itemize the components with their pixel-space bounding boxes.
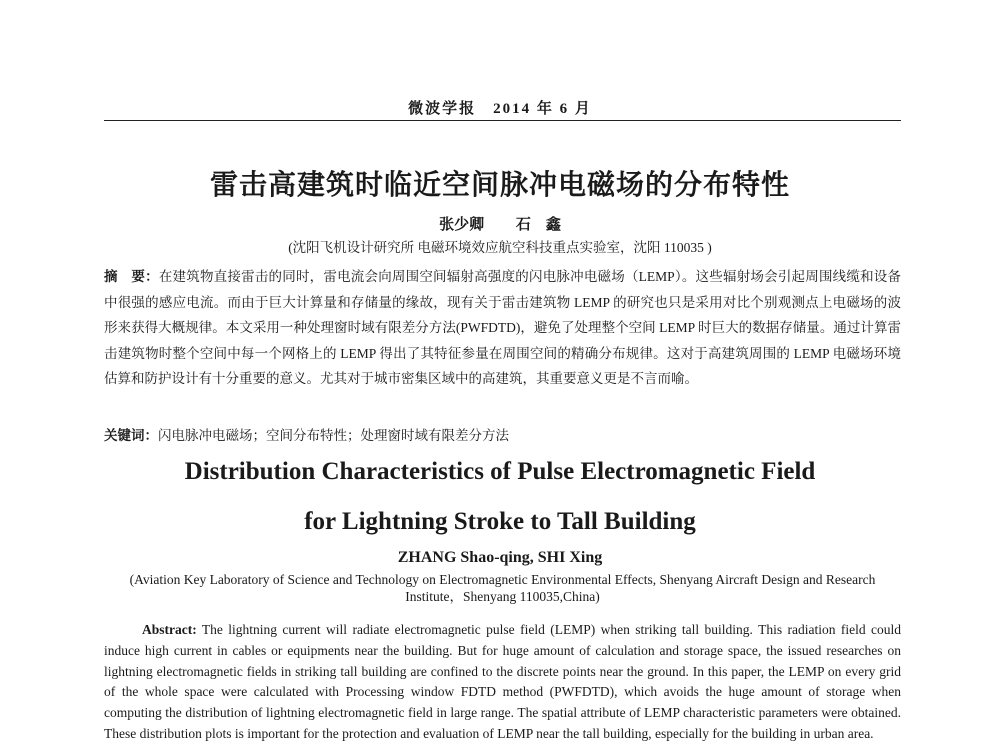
english-title-line-2: for Lightning Stroke to Tall Building bbox=[304, 508, 696, 535]
chinese-author-1: 张少卿 bbox=[439, 217, 485, 233]
header-rule bbox=[104, 120, 901, 121]
english-abstract bbox=[104, 620, 901, 745]
chinese-abstract bbox=[104, 264, 901, 392]
english-abstract-label: Abstract: bbox=[142, 622, 197, 637]
journal-header: 微波学报 2014 年 6 月 bbox=[408, 101, 592, 117]
english-authors: ZHANG Shao-qing, SHI Xing bbox=[397, 549, 603, 566]
chinese-keywords-label: 关键词： bbox=[104, 428, 158, 443]
chinese-abstract-label: 摘 要： bbox=[104, 269, 159, 284]
chinese-title: 雷击高建筑时临近空间脉冲电磁场的分布特性 bbox=[209, 168, 790, 201]
english-title-line-1: Distribution Characteristics of Pulse Electromagnetic Field bbox=[184, 458, 816, 485]
chinese-affiliation: (沈阳飞机设计研究所 电磁环境效应航空科技重点实验室，沈阳 110035 ) bbox=[288, 240, 712, 255]
english-abstract-text: The lightning current will radiate electromagnetic pulse field (LEMP) when striking tall building. This radiation field could induce high current in cables or equipments near the building. But for huge amount of calculation and storage space, the issued researches on lightning electromagnetic fields in striking tall building are confined to the discrete points near the ground. In this paper, the LEMP on every grid of the whole space were calculated with Processing window FDTD method (PWFDTD), which avoids the huge amount of storage when computing the distribution of lightning electromagnetic field in large range. The spatial attribute of LEMP characteristic parameters were obtained. These distribution plots is important for the protection and evaluation of LEMP near the tall building, especially for the building in urban area. bbox=[104, 622, 901, 741]
chinese-abstract-text: 在建筑物直接雷击的同时，雷电流会向周围空间辐射高强度的闪电脉冲电磁场（LEMP）。这些辐射场会引起周围线缆和设备中很强的感应电流。而由于巨大计算量和存储量的缘故，现有关于雷击建筑物 LEMP 的研究也只是采用对比个别观测点上电磁场的波形来获得大概规律。本文采用一种处理窗时域有限差分方法(PWFDTD)，避免了处理整个空间 LEMP 时巨大的数据存储量。通过计算雷击建筑物时整个空间中每一个网格上的 LEMP 得出了其特征参量在周围空间的精确分布规律。这对于高建筑周围的 LEMP 电磁场环境估算和防护设计有十分重要的意义。尤其对于城市密集区域中的高建筑，其重要意义更是不言而喻。 bbox=[104, 269, 901, 387]
chinese-author-2: 石 鑫 bbox=[515, 217, 561, 233]
chinese-keywords-text: 闪电脉冲电磁场；空间分布特性；处理窗时域有限差分方法 bbox=[158, 428, 509, 443]
chinese-authors bbox=[0, 213, 1000, 234]
english-affiliation: (Aviation Key Laboratory of Science and Technology on Electromagnetic Environmental Effects, Shenyang Aircraft Design and Research Institute，Shenyang 110035,China) bbox=[129, 572, 876, 604]
chinese-keywords bbox=[104, 424, 901, 444]
